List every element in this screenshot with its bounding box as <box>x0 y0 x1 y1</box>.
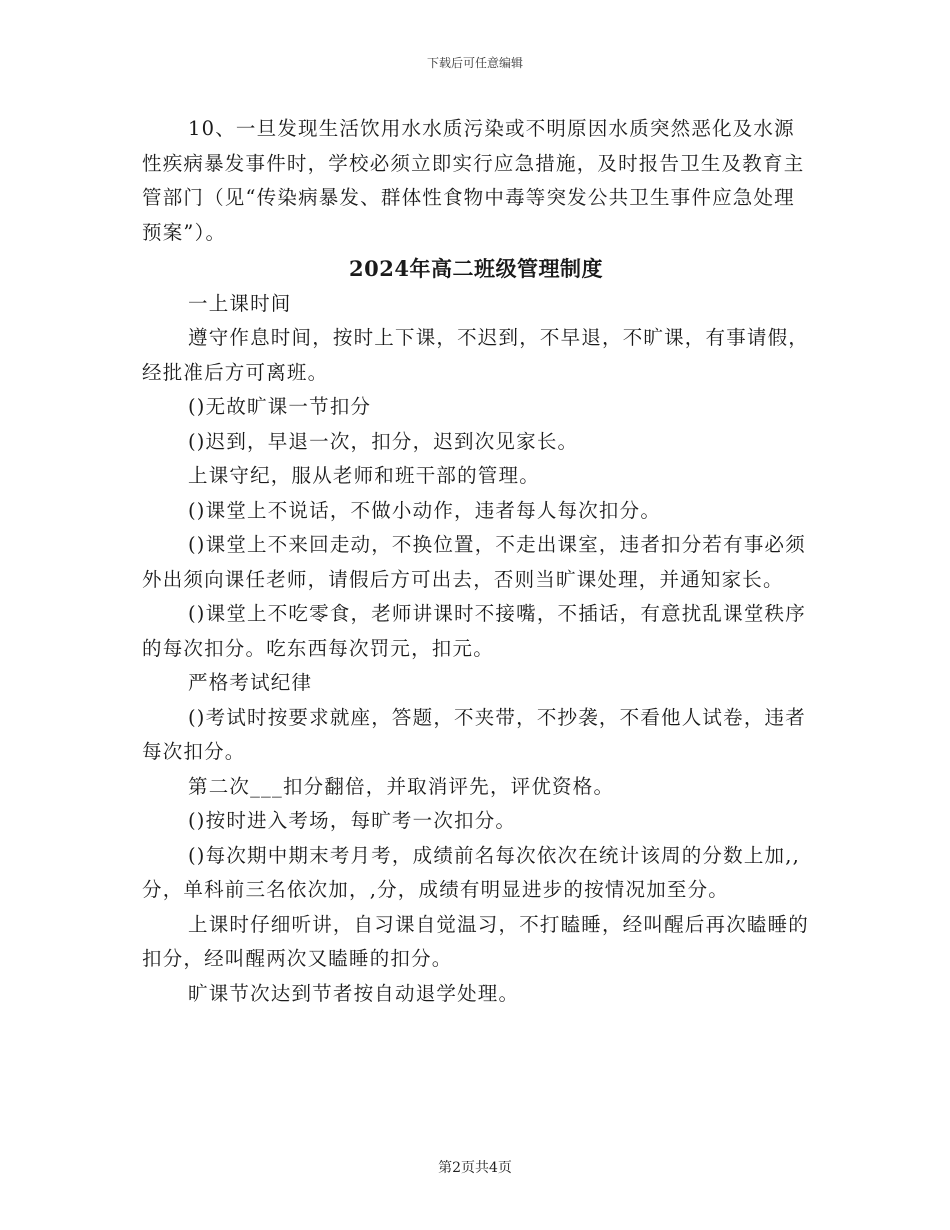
document-title: 2024年高二班级管理制度 <box>349 256 603 281</box>
rule-item: ()迟到，早退一次，扣分，迟到次见家长。 <box>188 429 579 453</box>
rule-item: ()考试时按要求就座，答题，不夹带，不抄袭，不看他人试卷，违者每次扣分。 <box>142 705 806 763</box>
paragraph: 上课时仔细听讲，自习课自觉温习，不打瞌睡，经叫醒后再次瞌睡的扣分，经叫醒两次又瞌睡的扣分。 <box>142 912 810 970</box>
section-heading-class-time: 一上课时间 <box>188 291 292 315</box>
rule-item: ()每次期中期末考月考，成绩前名每次依次在统计该周的分数上加,,分，单科前三名依次加，,分，成绩有明显进步的按情况加至分。 <box>142 843 801 901</box>
paragraph: 旷课节次达到节者按自动退学处理。 <box>188 981 520 1005</box>
page-header-note: 下载后可任意编辑 <box>426 56 523 70</box>
rule-item: ()无故旷课一节扣分 <box>188 395 372 418</box>
rule-item: ()课堂上不吃零食，老师讲课时不接嘴，不插话，有意扰乱课堂秩序的每次扣分。吃东西每次罚元，扣元。 <box>142 602 806 660</box>
section-heading-discipline: 上课守纪，服从老师和班干部的管理。 <box>188 464 540 487</box>
rule-item: ()课堂上不说话，不做小动作，违者每人每次扣分。 <box>188 498 662 522</box>
rule-item: ()按时进入考场，每旷考一次扣分。 <box>188 809 517 832</box>
paragraph-item-10: 10、一旦发现生活饮用水水质污染或不明原因水质突然恶化及水源性疾病暴发事件时，学校必须立即实行应急措施，及时报告卫生及教育主管部门（见“传染病暴发、群体性食物中毒等突发公共卫生事件应急处理预案”）。 <box>142 117 805 244</box>
page-number: 第2页共4页 <box>438 1160 512 1176</box>
rule-item: ()课堂上不来回走动，不换位置，不走出课室，违者扣分若有事必须外出须向课任老师，请假后方可出去，否则当旷课处理，并通知家长。 <box>142 533 806 591</box>
paragraph: 第二次___扣分翻倍，并取消评先，评优资格。 <box>188 774 615 798</box>
paragraph: 遵守作息时间，按时上下课，不迟到，不早退，不旷课，有事请假，经批准后方可离班。 <box>142 326 810 384</box>
section-heading-exam-discipline: 严格考试纪律 <box>188 671 313 694</box>
document-body <box>142 112 810 1011</box>
